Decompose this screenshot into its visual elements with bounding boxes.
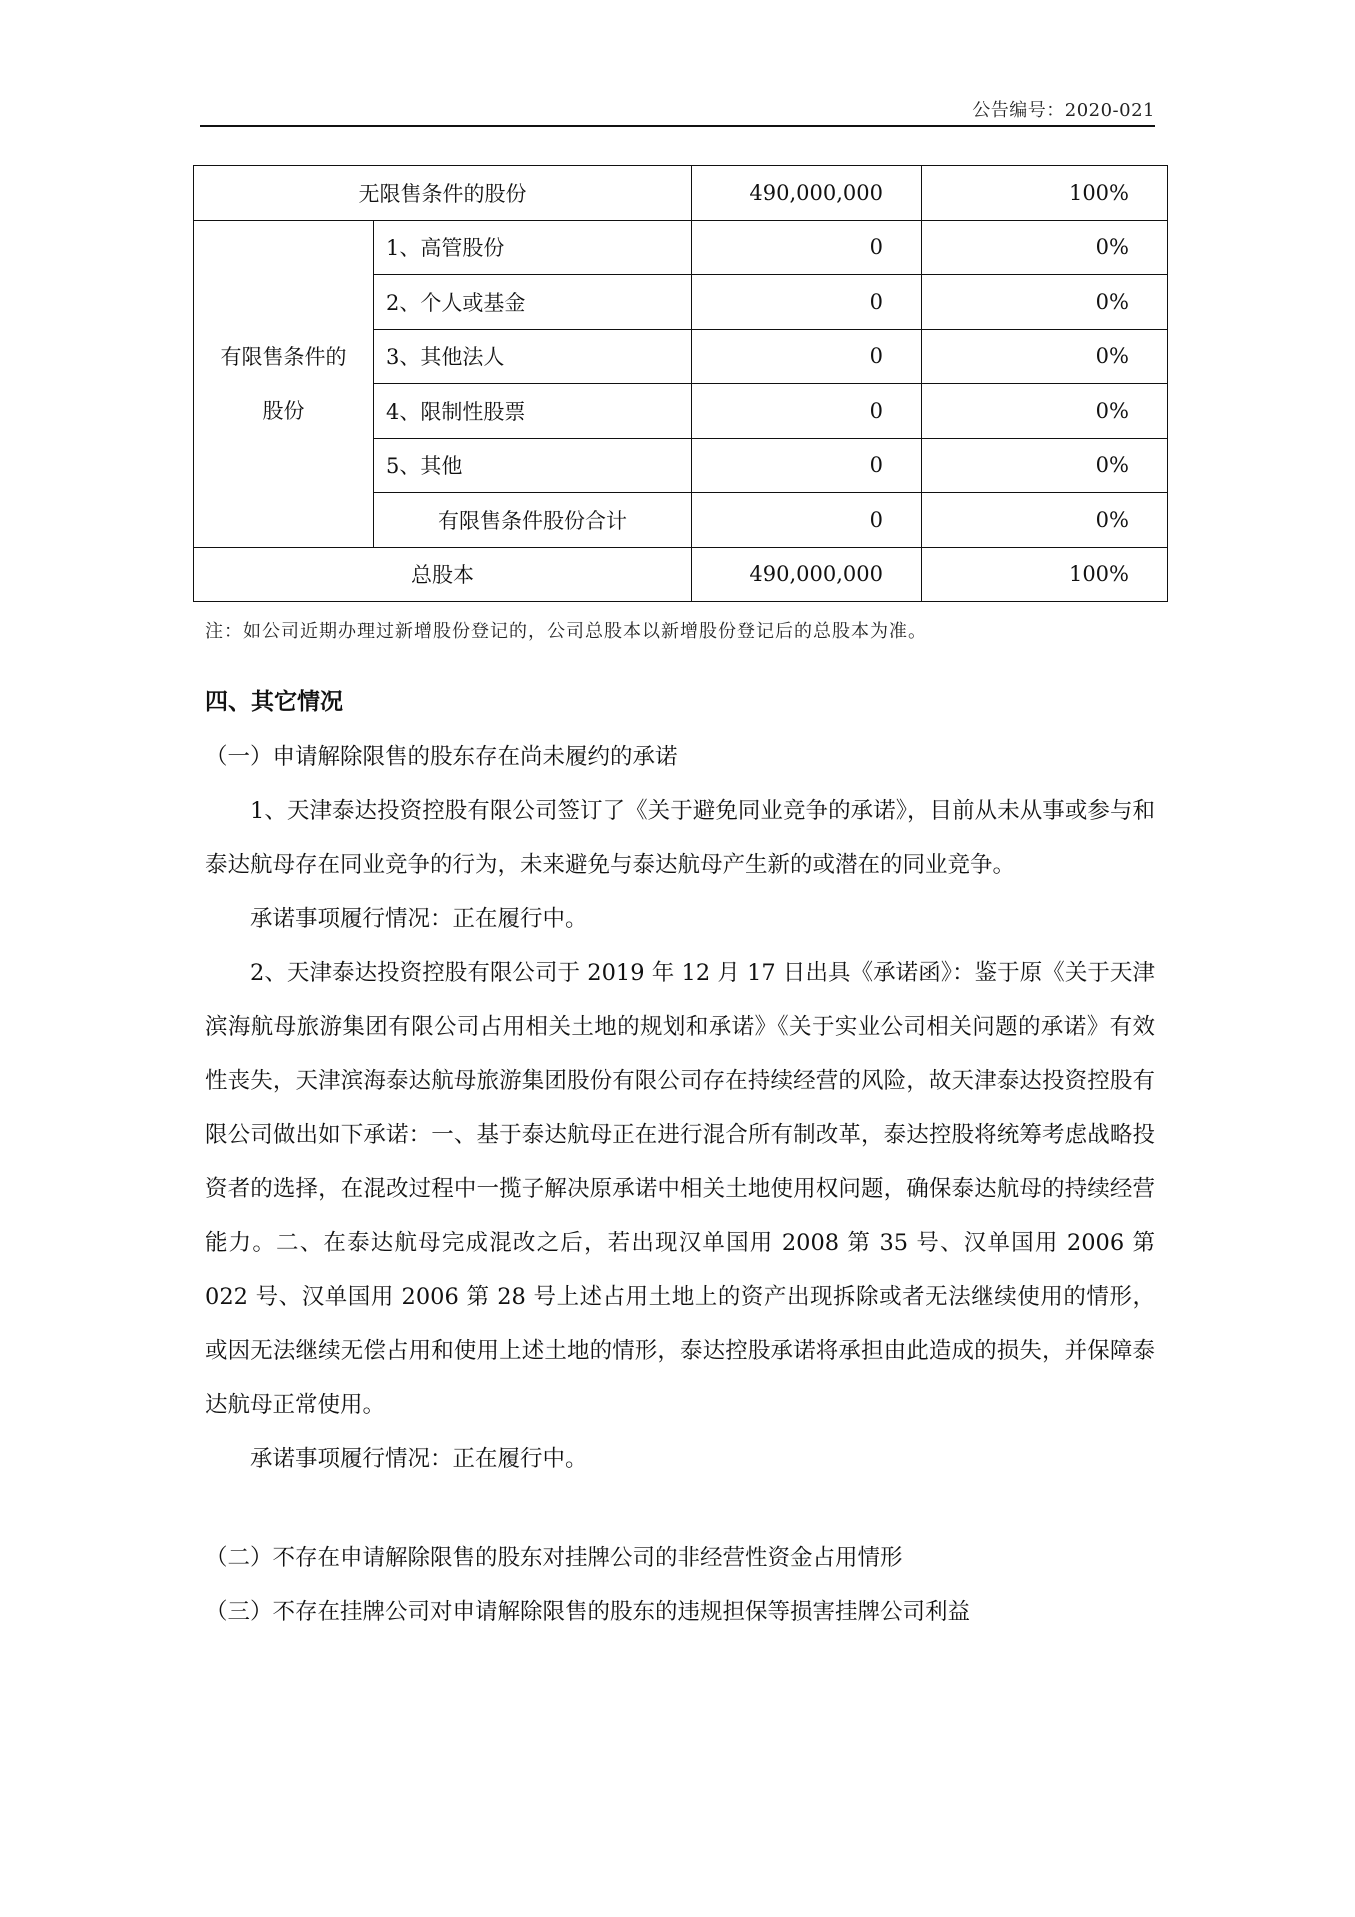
cell-shares: 0 xyxy=(692,493,922,548)
cell-label: 5、其他 xyxy=(374,438,692,493)
paragraph: 1、天津泰达投资控股有限公司签订了《关于避免同业竞争的承诺》，目前从未从事或参与和泰达航母存在同业竞争的行为，未来避免与泰达航母产生新的或潜在的同业竞争。 xyxy=(205,798,1155,878)
restricted-group-label-line1: 有限售条件的 xyxy=(220,344,347,369)
cell-label: 有限售条件股份合计 xyxy=(374,493,692,548)
cell-shares: 0 xyxy=(692,220,922,275)
cell-label: 总股本 xyxy=(194,547,692,602)
status-line: 承诺事项履行情况：正在履行中。 xyxy=(250,906,588,932)
subsection-title: （三）不存在挂牌公司对申请解除限售的股东的违规担保等损害挂牌公司利益 xyxy=(205,1599,971,1625)
cell-shares: 0 xyxy=(692,384,922,439)
cell-label: 无限售条件的股份 xyxy=(194,166,692,221)
cell-shares: 0 xyxy=(692,438,922,493)
restricted-group-label-line2: 股份 xyxy=(262,398,305,423)
section-body xyxy=(205,674,1155,1639)
cell-percent: 100% xyxy=(922,166,1168,221)
cell-percent: 0% xyxy=(922,493,1168,548)
cell-percent: 0% xyxy=(922,329,1168,384)
section-title: 四、其它情况 xyxy=(205,689,343,715)
subsection-title: （二）不存在申请解除限售的股东对挂牌公司的非经营性资金占用情形 xyxy=(205,1545,903,1571)
cell-label: 1、高管股份 xyxy=(374,220,692,275)
cell-percent: 0% xyxy=(922,275,1168,330)
cell-percent: 100% xyxy=(922,547,1168,602)
paragraph: 2、天津泰达投资控股有限公司于 2019 年 12 月 17 日出具《承诺函》：鉴于原《关于天津滨海航母旅游集团有限公司占用相关土地的规划和承诺》《关于实业公司相关问题的承诺》有效性丧失，天津滨海泰达航母旅游集团股份有限公司存在持续经营的风险，故天津泰达投资控股有限公司做出如下承诺：一、基于泰达航母正在进行混合所有制改革，泰达控股将统筹考虑战略投资者的选择，在混改过程中一揽子解决原承诺中相关土地使用权问题，确保泰达航母的持续经营能力。二、在泰达航母完成混改之后，若出现汉单国用 2008 第 35 号、汉单国用 2006 第 022 号、汉单国用 2006 第 28 号上述占用土地上的资产出现拆除或者无法继续使用的情形，或因无法继续无偿占用和使用上述土地的情形，泰达控股承诺将承担由此造成的损失，并保障泰达航母正常使用。 xyxy=(205,960,1155,1418)
header-rule xyxy=(200,125,1155,127)
cell-percent: 0% xyxy=(922,384,1168,439)
subsection-title: （一）申请解除限售的股东存在尚未履约的承诺 xyxy=(205,744,678,770)
table-row xyxy=(194,220,1168,275)
restricted-group-label xyxy=(194,220,374,547)
cell-shares: 490,000,000 xyxy=(692,547,922,602)
cell-label: 4、限制性股票 xyxy=(374,384,692,439)
table-note: 注：如公司近期办理过新增股份登记的，公司总股本以新增股份登记后的总股本为准。 xyxy=(205,621,927,642)
cell-shares: 0 xyxy=(692,275,922,330)
cell-percent: 0% xyxy=(922,220,1168,275)
share-structure-table xyxy=(193,165,1168,602)
status-line: 承诺事项履行情况：正在履行中。 xyxy=(250,1446,588,1472)
cell-percent: 0% xyxy=(922,438,1168,493)
cell-shares: 490,000,000 xyxy=(692,166,922,221)
table-row xyxy=(194,547,1168,602)
cell-shares: 0 xyxy=(692,329,922,384)
cell-label: 2、个人或基金 xyxy=(374,275,692,330)
announcement-number: 公告编号：2020-021 xyxy=(972,100,1155,121)
cell-label: 3、其他法人 xyxy=(374,329,692,384)
spacer xyxy=(205,1486,1155,1531)
table-row xyxy=(194,166,1168,221)
